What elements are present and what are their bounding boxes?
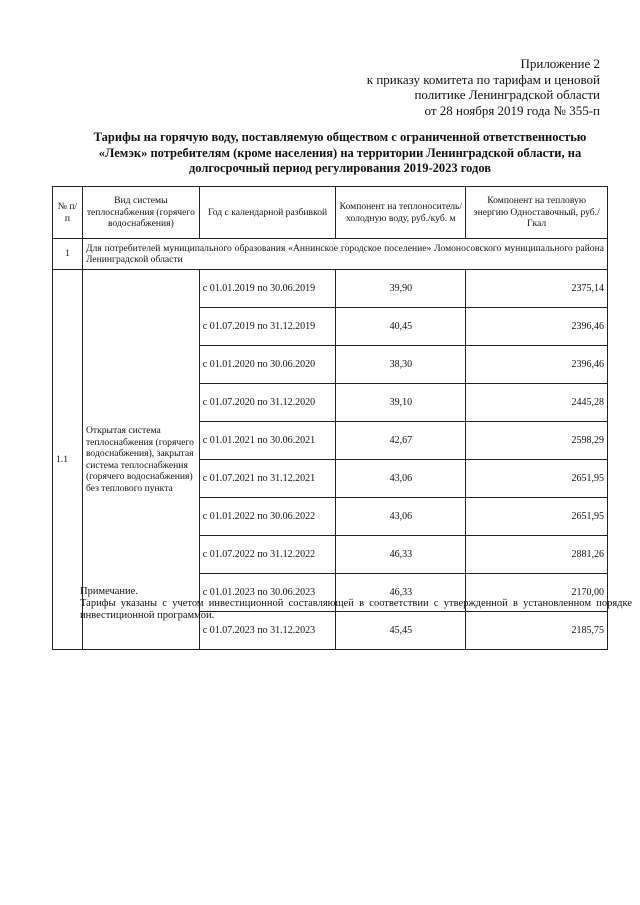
section-num: 1.1 (53, 270, 83, 650)
header-num: № п/п (53, 187, 83, 239)
group-row (53, 239, 608, 270)
table-header-row (53, 187, 608, 239)
header-period: Год с календарной разбивкой (199, 187, 336, 239)
period-cell: с 01.07.2022 по 31.12.2022 (199, 536, 336, 574)
header-heat-carrier: Компонент на теплоноситель/холодную воду, руб./куб. м (336, 187, 466, 239)
period-cell: с 01.07.2019 по 31.12.2019 (199, 308, 336, 346)
appendix-line: от 28 ноября 2019 года № 355-п (424, 102, 600, 118)
document-title (60, 130, 620, 177)
table-row (53, 270, 608, 308)
group-description: Для потребителей муниципального образования «Аннинское городское поселение» Ломоносовского муниципального района Ленинградской области (82, 239, 607, 270)
header-heat-energy: Компонент на тепловую энергию Одноставочный, руб./Гкал (466, 187, 608, 239)
appendix-line: политике Ленинградской области (414, 87, 600, 102)
heat-energy-cell: 2185,75 (466, 612, 608, 650)
appendix-block (300, 56, 600, 118)
note-heading: Примечание. (80, 586, 138, 597)
heat-energy-cell: 2396,46 (466, 308, 608, 346)
tariffs-table (52, 186, 608, 650)
heat-carrier-cell: 46,33 (336, 574, 466, 612)
appendix-line: к приказу комитета по тарифам и ценовой (366, 71, 600, 87)
heat-energy-cell: 2881,26 (466, 536, 608, 574)
title-line: Тарифы на горячую воду, поставляемую обществом с ограниченной ответственностью (93, 130, 587, 144)
period-cell: с 01.01.2020 по 30.06.2020 (199, 346, 336, 384)
group-num: 1 (53, 239, 83, 270)
note-block (80, 586, 632, 622)
title-line: долгосрочный период регулирования 2019-2023 годов (188, 161, 492, 175)
heat-carrier-cell: 40,45 (336, 308, 466, 346)
heat-carrier-cell: 42,67 (336, 422, 466, 460)
heat-carrier-cell: 46,33 (336, 536, 466, 574)
period-cell: с 01.07.2021 по 31.12.2021 (199, 460, 336, 498)
note-text: Тарифы указаны с учетом инвестиционной составляющей в соответствии с утвержденной в установленном порядке инвестиционной программой. (80, 598, 632, 621)
appendix-line: Приложение 2 (520, 56, 600, 71)
heat-carrier-cell: 38,30 (336, 346, 466, 384)
period-cell: с 01.07.2020 по 31.12.2020 (199, 384, 336, 422)
period-cell: с 01.01.2022 по 30.06.2022 (199, 498, 336, 536)
heat-energy-cell: 2598,29 (466, 422, 608, 460)
heat-carrier-cell: 43,06 (336, 498, 466, 536)
period-cell: с 01.01.2021 по 30.06.2021 (199, 422, 336, 460)
heat-carrier-cell: 39,90 (336, 270, 466, 308)
period-cell: с 01.07.2023 по 31.12.2023 (199, 612, 336, 650)
heat-energy-cell: 2651,95 (466, 498, 608, 536)
title-line: «Лемэк» потребителям (кроме населения) на территории Ленинградской области, на (98, 145, 582, 160)
heat-carrier-cell: 45,45 (336, 612, 466, 650)
heat-energy-cell: 2445,28 (466, 384, 608, 422)
heat-carrier-cell: 39,10 (336, 384, 466, 422)
heat-carrier-cell: 43,06 (336, 460, 466, 498)
heat-energy-cell: 2651,95 (466, 460, 608, 498)
period-cell: с 01.01.2019 по 30.06.2019 (199, 270, 336, 308)
section-system-type: Открытая система теплоснабжения (горячего водоснабжения), закрытая система теплоснабжения (горячего водоснабжения) без теплового пункта (82, 270, 199, 650)
heat-energy-cell: 2396,46 (466, 346, 608, 384)
heat-energy-cell: 2375,14 (466, 270, 608, 308)
header-system: Вид системы теплоснабжения (горячего водоснабжения) (82, 187, 199, 239)
period-cell: с 01.01.2023 по 30.06.2023 (199, 574, 336, 612)
heat-energy-cell: 2170,00 (466, 574, 608, 612)
